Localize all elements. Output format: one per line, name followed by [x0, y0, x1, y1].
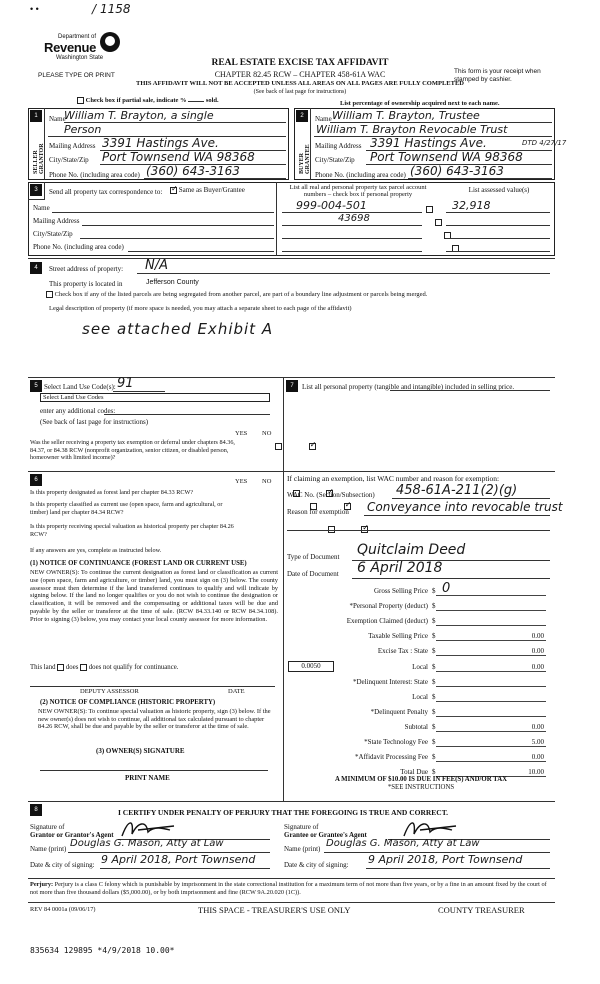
please-type: PLEASE TYPE OR PRINT: [38, 72, 115, 79]
grantor-name-label: Name (print): [30, 845, 67, 853]
legal-description-value[interactable]: see attached Exhibit A: [82, 320, 274, 338]
if-any-yes: If any answers are yes, complete as instructed below.: [30, 547, 162, 554]
forest-land-question: Is this property designated as forest land per chapter 84.33 RCW?: [30, 489, 194, 496]
fee-label: *Affidavit Processing Fee: [355, 753, 428, 762]
form-warning: THIS AFFIDAVIT WILL NOT BE ACCEPTED UNLESS ALL AREAS ON ALL PAGES ARE FULLY COMPLETED: [136, 80, 464, 87]
seller-name-value-2[interactable]: Person: [64, 123, 102, 136]
section-3-number: 3: [30, 184, 42, 196]
exemption-question: Was the seller receiving a property tax exemption or deferral under chapters 84.36, 84.37, or 84.38 RCW (nonprofit organization, senior citizen, or disabled person, homeowner with limited income)?: [30, 439, 235, 461]
partial-sale-checkbox[interactable]: [77, 97, 84, 104]
this-land-label: This land: [30, 664, 56, 672]
fee-line: [436, 625, 546, 626]
parcel-1[interactable]: 999-004-501: [296, 199, 367, 212]
fee-row: [284, 632, 546, 644]
fee-label: Exemption Claimed (deduct): [346, 617, 428, 626]
section-4-number: 4: [30, 262, 42, 274]
fee-label: Gross Selling Price: [373, 587, 428, 595]
fee-row: [284, 581, 546, 599]
seller-phone-label: Phone No. (including area code): [49, 171, 140, 179]
fee-line: [436, 610, 546, 611]
form-title: REAL ESTATE EXCISE TAX AFFIDAVIT: [211, 58, 389, 68]
fee-label: Taxable Selling Price: [368, 632, 428, 641]
exemption-claim-label: If claiming an exemption, list WAC number and reason for exemption:: [287, 474, 500, 483]
additional-codes-label: enter any additional codes:: [40, 407, 116, 415]
fee-dollar-sign: $: [432, 738, 436, 746]
same-as-buyer-checkbox[interactable]: [170, 187, 177, 194]
sec6-yes-label: YES: [235, 478, 248, 485]
parcel-head: List all real and personal property tax parcel account numbers – check box if personal property: [289, 184, 427, 198]
handwritten-id: 1158: [100, 2, 131, 16]
sec5-no-label: NO: [262, 430, 272, 437]
land-use-value[interactable]: 91: [117, 376, 134, 391]
print-name-label: PRINT NAME: [125, 774, 170, 782]
revenue-logo-icon: [100, 32, 120, 52]
see-instructions: *SEE INSTRUCTIONS: [387, 784, 455, 791]
county-value: Jefferson County: [146, 279, 199, 286]
grantor-name-value[interactable]: Douglas G. Mason, Atty at Law: [70, 838, 224, 849]
same-as-buyer-label: Same as Buyer/Grantee: [178, 186, 245, 194]
logo-dept: Department of: [58, 34, 97, 40]
send-to-label: Send all property tax correspondence to:: [49, 188, 163, 196]
owner-signature-label: (3) OWNER(S) SIGNATURE: [96, 747, 185, 755]
fee-label: Subtotal: [404, 722, 428, 731]
send-address-label: Mailing Address: [33, 217, 80, 225]
parcel-1-personal-checkbox[interactable]: [426, 206, 433, 213]
fee-line: [436, 595, 546, 596]
seller-city-label: City/State/Zip: [49, 156, 89, 164]
fee-value[interactable]: 5.00: [531, 738, 544, 746]
form-instructions: (See back of last page for instructions): [253, 89, 347, 95]
fee-value[interactable]: 0.00: [531, 753, 544, 762]
parcel-2[interactable]: 43698: [338, 213, 370, 224]
buyer-name-label: Name: [315, 115, 332, 123]
does-not-label: does not qualify for continuance.: [88, 664, 179, 672]
perjury-label: Perjury:: [30, 881, 54, 888]
seller-city-value[interactable]: Port Townsend WA 98368: [102, 150, 255, 164]
section-7-number: 7: [286, 380, 298, 392]
fee-dollar-sign: $: [432, 602, 436, 611]
exemption-no-checkbox[interactable]: [309, 443, 316, 450]
seller-address-value[interactable]: 3391 Hastings Ave.: [102, 136, 219, 150]
sec5-yes-label: YES: [235, 430, 248, 437]
buyer-address-value[interactable]: 3391 Hastings Ave.: [370, 136, 487, 150]
continuance-head: (1) NOTICE OF CONTINUANCE (FOREST LAND OR CURRENT USE): [30, 560, 247, 567]
does-checkbox[interactable]: [57, 664, 64, 671]
fee-dollar-sign: $: [432, 768, 436, 777]
fee-line: [436, 640, 546, 641]
fee-line: [436, 761, 546, 762]
located-label: This property is located in: [49, 280, 123, 288]
fee-dollar-sign: $: [432, 662, 436, 671]
buyer-city-value[interactable]: Port Townsend WA 98368: [370, 150, 523, 164]
reason-value[interactable]: Conveyance into revocable trust: [367, 500, 563, 514]
fee-line: [436, 746, 546, 747]
fee-row: [284, 678, 546, 690]
buyer-side-label: BUYER GRANTEE: [299, 144, 311, 174]
receipt-note: This form is your receipt when stamped by cashier.: [454, 68, 541, 83]
sold-label: sold.: [205, 97, 219, 104]
buyer-name-value-2[interactable]: William T. Brayton Revocable Trust: [316, 123, 508, 136]
segregated-label: Check box if any of the listed parcels are being segregated from another parcel, are part of a boundary line adjustment or parcels being merged.: [54, 291, 428, 298]
sec6-no-label: NO: [262, 478, 272, 485]
grantee-name-label: Name (print): [284, 845, 321, 853]
section-1-number: 1: [30, 110, 42, 122]
assessed-value-1[interactable]: 32,918: [452, 199, 491, 212]
current-use-question: Is this property classified as current use (open space, farm and agricultural, or timber) land per chapter 84.34 RCW?: [30, 501, 223, 516]
fee-label: *Delinquent Penalty: [370, 707, 428, 716]
fee-row: [284, 738, 546, 750]
deputy-assessor-label: DEPUTY ASSESSOR: [80, 688, 139, 695]
assessed-value-head: List assessed value(s): [468, 186, 530, 194]
county-treasurer-label: COUNTY TREASURER: [438, 905, 525, 915]
grantee-date-label: Date & city of signing:: [284, 861, 349, 869]
legal-description-label: Legal description of property (if more space is needed, you may attach a separate sheet to each page of the affidavit): [49, 305, 352, 312]
section-2-number: 2: [296, 110, 308, 122]
street-value[interactable]: N/A: [145, 258, 168, 273]
doc-date-label: Date of Document: [287, 570, 339, 578]
fee-label: *State Technology Fee: [364, 738, 428, 746]
fee-row: [284, 617, 546, 629]
grantor-agent-label: Grantor or Grantor's Agent: [30, 831, 114, 839]
logo-name: Revenue: [44, 40, 97, 55]
seller-name-label: Name: [49, 115, 66, 123]
fee-dollar-sign: $: [432, 707, 436, 716]
section-5-number: 5: [30, 380, 42, 392]
does-label: does: [65, 664, 79, 672]
form-chapter: CHAPTER 82.45 RCW – CHAPTER 458-61A WAC: [214, 70, 386, 79]
buyer-phone-value[interactable]: (360) 643-3163: [410, 164, 504, 178]
continuance-row: [30, 664, 178, 671]
buyer-phone-label: Phone No. (including area code): [315, 171, 406, 179]
historic-question: Is this property receiving special valuation as historical property per chapter 84.26 RCW?: [30, 523, 234, 538]
buyer-dated-value[interactable]: DTD 4/27/17: [522, 139, 567, 147]
fee-dollar-sign: $: [432, 753, 436, 762]
seller-phone-value[interactable]: (360) 643-3163: [146, 164, 240, 178]
corner-mark: • •: [30, 4, 39, 14]
send-name-label: Name: [33, 204, 50, 212]
fee-value[interactable]: 0.00: [531, 722, 544, 731]
fee-line: [436, 731, 546, 732]
fee-dollar-sign: $: [432, 587, 436, 595]
grantor-signature-label: Signature of: [30, 823, 65, 831]
parcel-2-personal-checkbox[interactable]: [435, 219, 442, 226]
fee-label: Total Due: [400, 768, 428, 777]
wac-label: WAC No. (Section/Subsection): [287, 491, 375, 499]
partial-sale-label: Check box if partial sale, indicate %: [85, 97, 187, 104]
buyer-address-label: Mailing Address: [315, 142, 362, 150]
fee-value[interactable]: 0: [442, 581, 451, 596]
grantor-date-value[interactable]: 9 April 2018, Port Townsend: [101, 853, 256, 866]
section-6-number: 6: [30, 474, 42, 486]
deputy-date-label: DATE: [228, 688, 245, 695]
exemption-yes-checkbox[interactable]: [275, 443, 282, 450]
minimum-due: A MINIMUM OF $10.00 IS DUE IN FEE(S) AND/OR TAX: [334, 776, 508, 783]
fee-dollar-sign: $: [432, 722, 436, 731]
fee-value[interactable]: 0.00: [531, 632, 544, 641]
street-label: Street address of property:: [49, 265, 124, 273]
reason-label: Reason for exemption: [287, 508, 349, 516]
treasurer-stamp: 835634 129895 *4/9/2018 10.00*: [30, 946, 175, 955]
form-revision: REV 84 0001a (09/06/17): [30, 906, 96, 913]
fee-dollar-sign: $: [432, 647, 436, 656]
fee-label: *Delinquent Interest: State: [352, 677, 428, 686]
land-use-label: Select Land Use Code(s):: [44, 383, 116, 391]
buyer-city-label: City/State/Zip: [315, 156, 355, 164]
ownership-note: List percentage of ownership acquired next to each name.: [340, 100, 500, 107]
fee-line: [436, 716, 546, 717]
fee-label: Local: [412, 662, 428, 671]
see-back-label: (See back of last page for instructions): [40, 418, 149, 426]
segregated-checkbox[interactable]: [46, 291, 53, 298]
fee-row: [284, 693, 546, 705]
fee-row: [284, 647, 546, 659]
local-rate-box: 0.0050: [288, 661, 334, 672]
historic-head: (2) NOTICE OF COMPLIANCE (HISTORIC PROPERTY): [40, 699, 216, 706]
fee-value[interactable]: 0.00: [531, 662, 544, 671]
send-city-label: City/State/Zip: [33, 230, 73, 238]
fee-value[interactable]: 0.00: [531, 647, 544, 656]
fee-row: [284, 753, 546, 765]
logo-state: Washington State: [56, 55, 104, 61]
doc-date-value[interactable]: 6 April 2018: [357, 560, 443, 576]
grantee-agent-label: Grantee or Grantee's Agent: [284, 831, 367, 839]
buyer-name-value[interactable]: William T. Brayton, Trustee: [332, 109, 480, 122]
fee-row: [284, 602, 546, 614]
fee-dollar-sign: $: [432, 677, 436, 686]
fee-value[interactable]: 10.00: [528, 768, 544, 777]
land-use-select[interactable]: Select Land Use Codes: [40, 393, 270, 402]
fee-dollar-sign: $: [432, 692, 436, 701]
seller-name-value[interactable]: William T. Brayton, a single: [64, 109, 214, 122]
doc-type-label: Type of Document: [287, 553, 340, 561]
fee-line: [436, 671, 546, 672]
fee-row: [284, 723, 546, 735]
perjury-notice: [30, 881, 555, 897]
partial-sale-row: [77, 97, 219, 104]
fee-label: Excise Tax : State: [377, 647, 428, 656]
personal-property-label: List all personal property (tangible and intangible) included in selling price.: [302, 383, 515, 391]
same-as-buyer-row: [170, 186, 245, 194]
grantee-signature-label: Signature of: [284, 823, 319, 831]
fee-label: Local: [412, 692, 428, 701]
fee-line: [436, 655, 546, 656]
fee-dollar-sign: $: [432, 617, 436, 626]
grantor-date-label: Date & city of signing:: [30, 861, 95, 869]
send-phone-label: Phone No. (including area code): [33, 243, 124, 251]
continuance-body: NEW OWNER(S): To continue the current designation as forest land or classification as current use (open space, farm and agriculture, or timber) land, you must sign on (3) below. The county assessor must then determine if the land transferred continues to qualify and will indicate by signing below. If the land no longer qualifies or you do not wish to continue the designation or classification, it will be removed and the compensating or additional taxes will be due and payable by the seller or transferor at the time of sale. (RCW 84.33.140 or RCW 84.34.108). Prior to signing (3) below, you may contact your local county assessor for more information.: [30, 569, 278, 623]
fee-line: [436, 686, 546, 687]
seller-side-label: SELLER GRANTOR: [33, 143, 45, 174]
fee-dollar-sign: $: [432, 632, 436, 641]
grantee-name-value[interactable]: Douglas G. Mason, Atty at Law: [326, 838, 480, 849]
handwritten-id-prefix: /: [92, 2, 97, 16]
historic-body: NEW OWNER(S): To continue special valuation as historic property, sign (3) below. If the new owner(s) does not wish to continue, all additional tax calculated pursuant to chapter 84.26 RCW, shall be due and payable by the seller or transferor at the time of sale.: [38, 708, 271, 731]
treasurer-only-label: THIS SPACE - TREASURER'S USE ONLY: [198, 905, 351, 915]
seller-address-label: Mailing Address: [49, 142, 96, 150]
does-not-checkbox[interactable]: [80, 664, 87, 671]
doc-type-value[interactable]: Quitclaim Deed: [357, 542, 466, 558]
fee-row: [284, 708, 546, 720]
fee-label: *Personal Property (deduct): [349, 602, 428, 611]
grantee-date-value[interactable]: 9 April 2018, Port Townsend: [368, 853, 523, 866]
fee-row: [284, 663, 546, 675]
section-8-number: 8: [30, 804, 42, 816]
segregated-row: [46, 291, 427, 298]
certify-text: I CERTIFY UNDER PENALTY OF PERJURY THAT THE FOREGOING IS TRUE AND CORRECT.: [118, 808, 449, 817]
fee-line: [436, 701, 546, 702]
wac-value[interactable]: 458-61A-211(2)(g): [396, 483, 518, 498]
perjury-text: Perjury is a class C felony which is punishable by imprisonment in the state correctional institution for a maximum term of not more than five years, or by a fine in an amount fixed by the court of not more than five thousand dollars ($5,000.00), or by both imprisonment and fine (RCW 9A.20.020 (1C)).: [30, 881, 547, 896]
